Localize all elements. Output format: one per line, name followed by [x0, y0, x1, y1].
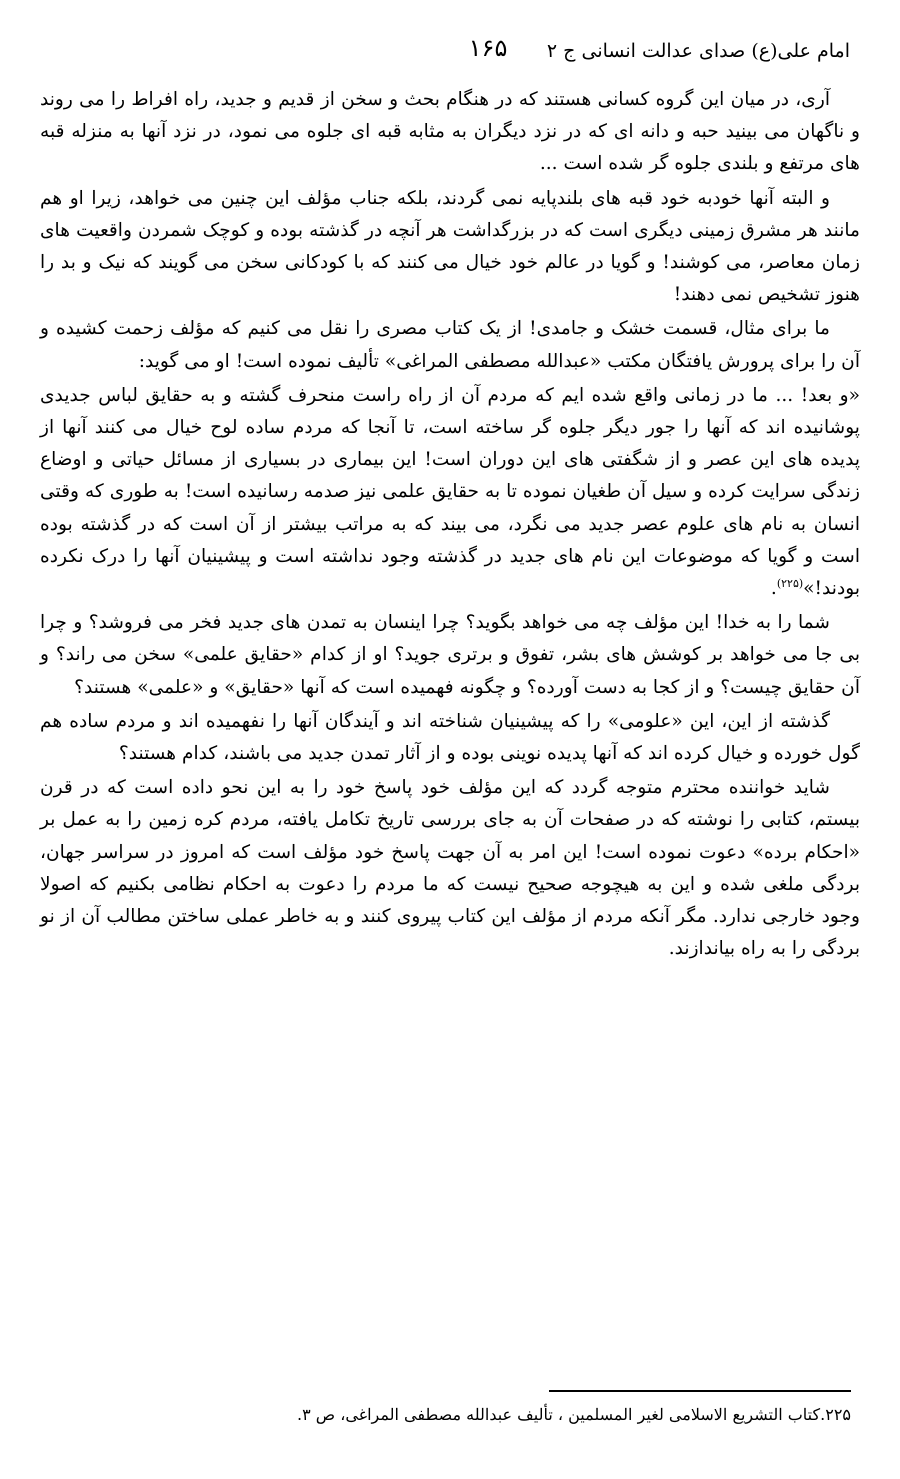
paragraph-3: ما برای مثال، قسمت خشک و جامدی! از یک کتاب مصری را نقل می کنیم که مؤلف زحمت کشیده و آن را برای پرورش یافتگان مکتب «عبدالله مصطفی المراغی» تألیف نموده است! او می گوید: — [40, 318, 860, 372]
paragraph-2: و البته آنها خودبه خود قبه های بلندپایه نمی گردند، بلکه جناب مؤلف این چنین می خواهد، زیرا او هم مانند هر مشرق زمینی دیگری است که در بزرگداشت هر آنچه در گذشته بوده و کوچک شمردن واقعیت های زمان معاصر، می کوشند! و گویا در عالم خود خیال می کنند که با کودکانی سخن می گویند که نیک و بد را هنوز تشخیص نمی دهند! — [40, 187, 860, 306]
page-number: ۱۶۵ — [468, 34, 508, 62]
quoted-paragraph — [40, 380, 860, 605]
page-header — [40, 32, 860, 72]
book-title: امام علی(ع) صدای عدالت انسانی ج ۲ — [546, 40, 850, 62]
footnote-reference: (۲۲۵) — [776, 576, 804, 590]
paragraph-6: گذشته از این، این «علومی» را که پیشینیان شناخته اند و آیندگان آنها را نفهمیده اند و مردم ساده هم گول خورده و خیال کرده اند که آنها پدیده نوینی بوده و از آثار تمدن جدید می باشند، کدام هستند؟ — [40, 710, 860, 765]
quote-end-period: . — [770, 578, 777, 600]
footnote-divider — [549, 1390, 851, 1392]
paragraph-7: شاید خواننده محترم متوجه گردد که این مؤلف خود پاسخ خود را به این نحو داده است که در قرن بیستم، کتابی را نوشته که در صفحات آن به جای بررسی تاریخ تکامل یافته، مردم کره زمین را به عمل بر «احکام برده» دعوت نموده است! این امر به آن جهت پاسخ خود مؤلف است که امروز در سراسر جهان، بردگی ملغی شده و این به هیچوجه صحیح نیست که ما مردم را دعوت به احکام نظامی بکنیم که اصولا وجود خارجی ندارد. مگر آنکه مردم از مؤلف این کتاب پیروی کنند و به خاطر عملی ساختن مطالب آن از نو بردگی را به راه بیاندازند. — [40, 777, 860, 960]
paragraph-5: شما را به خدا! این مؤلف چه می خواهد بگوید؟ چرا اینسان به تمدن های جدید فخر می فروشد؟ و چرا بی جا می خواهد بر کوشش های بشر، تفوق و برتری جوید؟ او از کدام «حقایق علمی» سخن می راند؟ و آن حقایق چیست؟ و از کجا به دست آورده؟ و چگونه فهمیده است که آنها «حقایق» و «علمی» هستند؟ — [40, 612, 860, 698]
footnote: ۲۲۵.کتاب التشریع الاسلامی لغیر المسلمین ، تألیف عبدالله مصطفی المراغی، ص ۳. — [297, 1405, 851, 1424]
paragraph-1: آری، در میان این گروه کسانی هستند که در هنگام بحث و سخن از قدیم و جدید، راه افراط را می روند و ناگهان می بینید حبه و دانه ای که در نزد دیگران به مثابه قبه ای جلوه می نمود، در نزد آنها به منزله قبه های مرتفع و بلندی جلوه گر شده است ... — [40, 89, 860, 175]
quote-text: «و بعد! ... ما در زمانی واقع شده ایم که مردم آن از راه راست منحرف گشته و به حقایق لباس جدیدی پوشانیده اند که آنها را جور دیگر جلوه گر ساخته است، تا آنجا که مردم ساده لوح خیال می کنند آنها از پدیده های این عصر و از شگفتی های این دوران است! این بیماری در بسیاری از مسائل حیاتی و اوضاع زندگی سرایت کرده و سیل آن طغیان نموده تا به حقایق علمی نیز صدمه رسانیده است! به طوری که وقتی انسان به نام های علوم عصر جدید می نگرد، می بیند که به مراتب بیشتر از آن است که در گذشته بوده است و گویا که موضوعات این نام های جدید در گذشته وجود نداشته است و پیشینیان آنها را درک نکرده بودند!» — [40, 384, 861, 600]
main-text — [40, 84, 860, 967]
